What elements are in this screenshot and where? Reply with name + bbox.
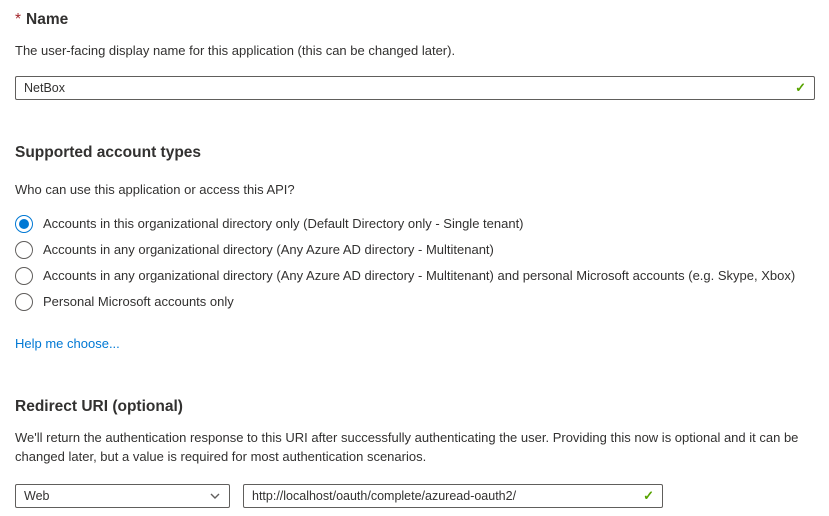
redirect-uri-helper-text: We'll return the authentication response to this URI after successfully authenticating the user. Providing this now is optional and it can be changed later, but a value is required for most authentication scenarios. bbox=[15, 429, 799, 464]
redirect-uri-input-field[interactable] bbox=[243, 484, 663, 508]
radio-button-icon[interactable] bbox=[15, 241, 33, 259]
radio-button-icon[interactable] bbox=[15, 293, 33, 311]
redirect-uri-section bbox=[15, 398, 815, 508]
radio-button-selected-icon[interactable] bbox=[15, 215, 33, 233]
platform-select[interactable] bbox=[15, 484, 230, 508]
account-types-radio-group bbox=[15, 211, 815, 315]
account-types-heading: Supported account types bbox=[15, 143, 202, 161]
platform-select-value: Web bbox=[24, 488, 50, 503]
radio-option-label: Accounts in any organizational directory (Any Azure AD directory - Multitenant) bbox=[43, 242, 494, 258]
name-valid-check-icon: ✓ bbox=[795, 79, 806, 95]
redirect-uri-valid-check-icon: ✓ bbox=[643, 487, 654, 503]
radio-button-icon[interactable] bbox=[15, 267, 33, 285]
radio-option-multitenant-personal[interactable] bbox=[15, 263, 815, 289]
radio-option-multitenant[interactable] bbox=[15, 237, 815, 263]
help-me-choose-link[interactable]: Help me choose... bbox=[15, 335, 120, 351]
name-input-field[interactable] bbox=[15, 76, 815, 100]
redirect-uri-input bbox=[243, 484, 663, 508]
radio-option-single-tenant[interactable] bbox=[15, 211, 815, 237]
chevron-down-icon bbox=[209, 490, 221, 502]
required-asterisk: * bbox=[15, 11, 22, 28]
name-section bbox=[15, 11, 815, 100]
radio-option-label: Accounts in any organizational directory (Any Azure AD directory - Multitenant) and personal Microsoft accounts (e.g. Skype, Xbox) bbox=[43, 268, 796, 284]
name-helper-text: The user-facing display name for this application (this can be changed later). bbox=[15, 43, 456, 58]
radio-option-personal-only[interactable] bbox=[15, 289, 815, 315]
redirect-uri-heading: Redirect URI (optional) bbox=[15, 397, 183, 415]
account-types-section bbox=[15, 144, 815, 353]
radio-option-label: Accounts in this organizational directory only (Default Directory only - Single tenant) bbox=[43, 216, 524, 232]
account-types-question: Who can use this application or access this API? bbox=[15, 181, 295, 197]
radio-option-label: Personal Microsoft accounts only bbox=[43, 294, 234, 310]
name-label bbox=[15, 11, 815, 29]
redirect-uri-row bbox=[15, 484, 815, 508]
name-label-text: Name bbox=[26, 11, 69, 28]
name-input bbox=[15, 76, 815, 100]
